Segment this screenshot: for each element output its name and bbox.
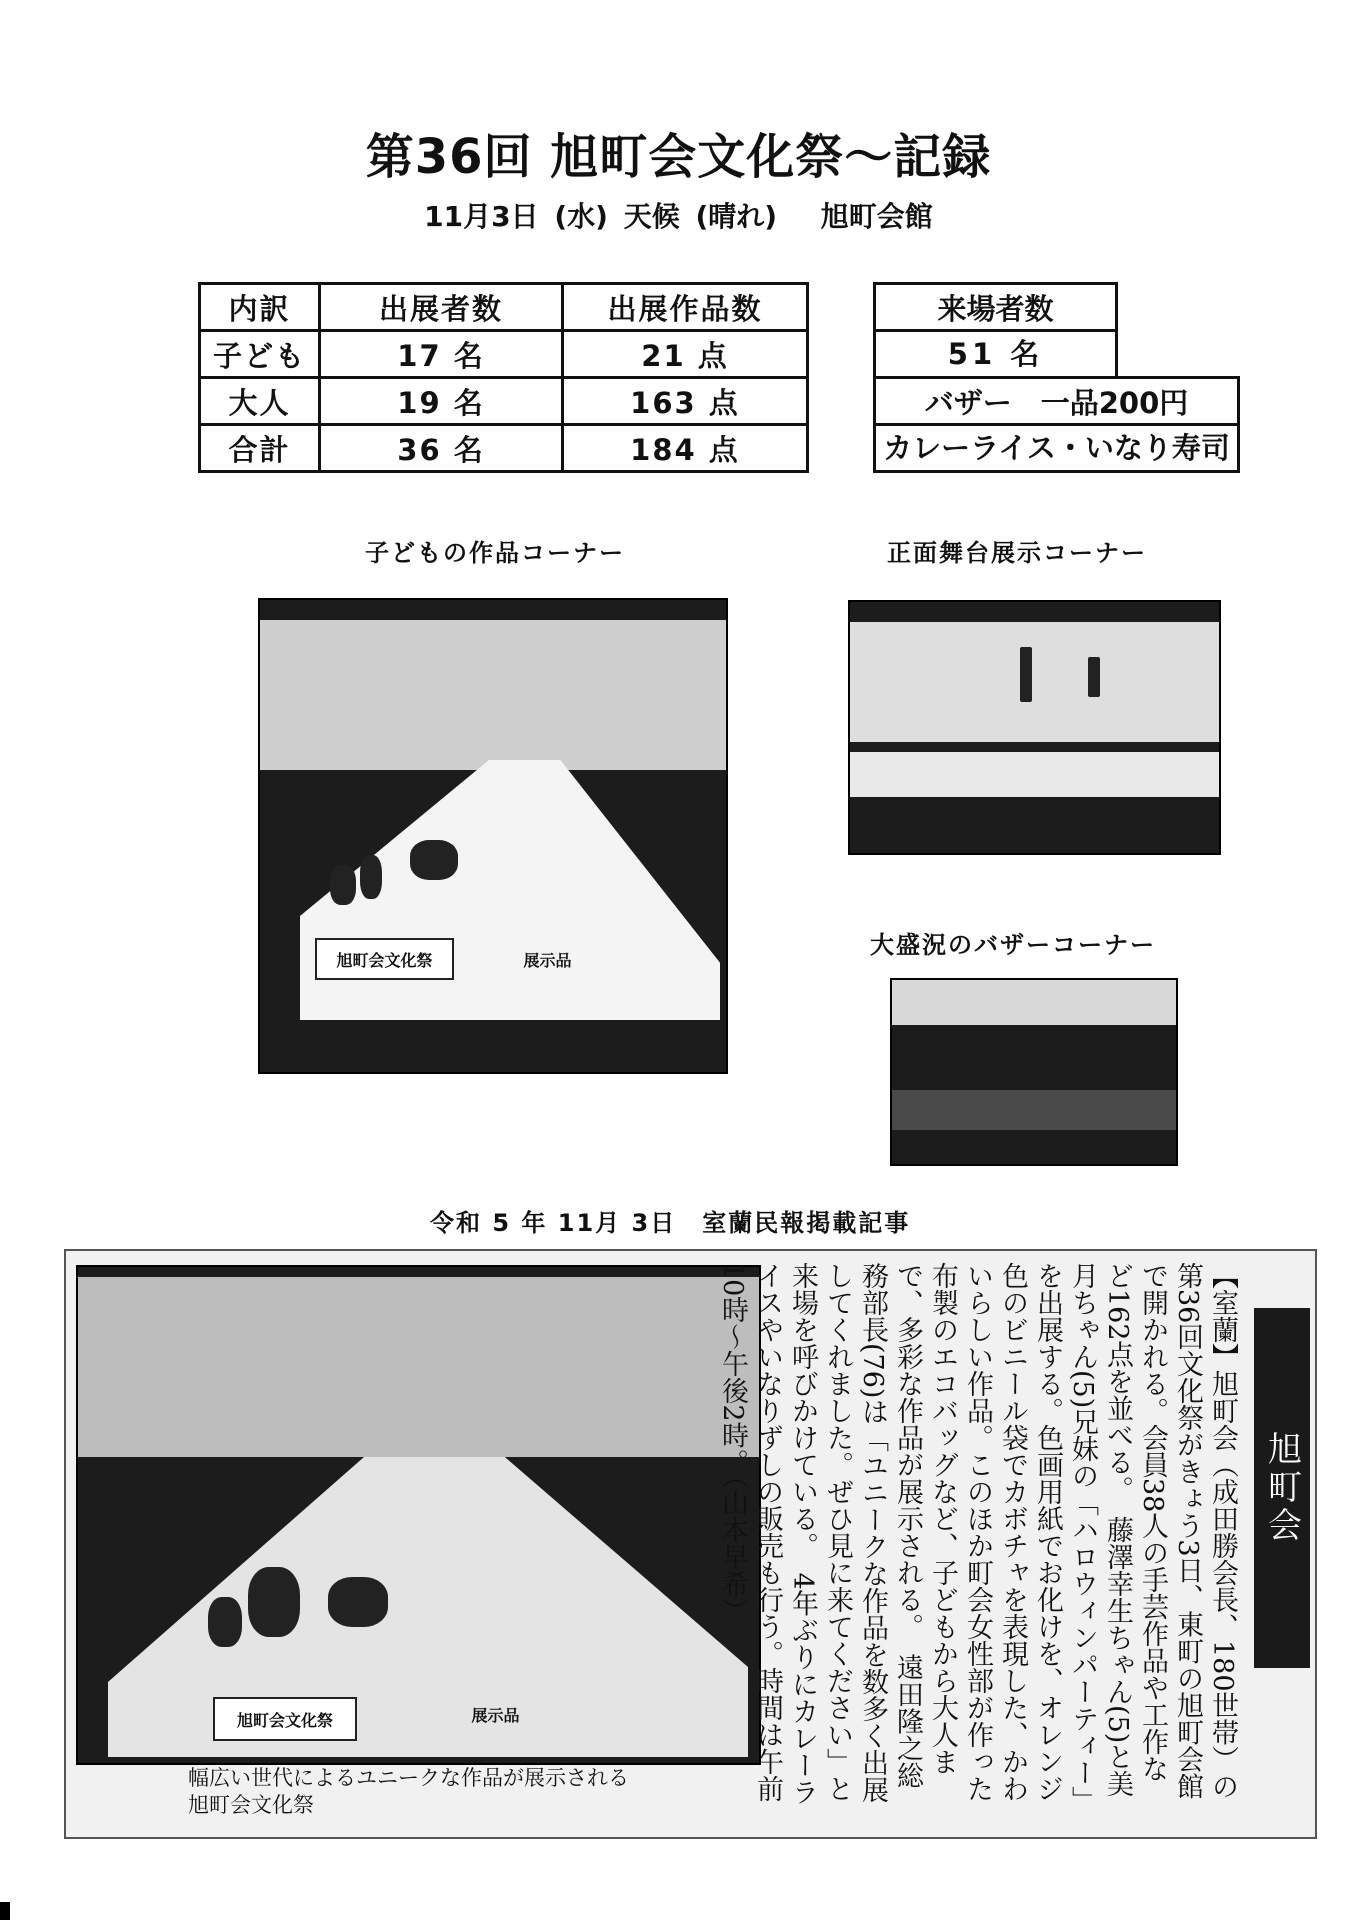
photo-object <box>410 840 458 880</box>
event-date-venue: 11月3日 (水) 天候 (晴れ) 旭町会館 <box>424 200 933 233</box>
photo-ceiling <box>892 980 1176 1025</box>
page-title: 第36回 旭町会文化祭～記録 <box>365 129 992 185</box>
row-label: 合計 <box>200 425 320 472</box>
stats-table <box>198 282 809 473</box>
exhibitor-count: 36 名 <box>320 425 563 472</box>
stats-header-row <box>200 284 808 331</box>
exhibitor-count: 19 名 <box>320 378 563 425</box>
exhibitor-count: 17 名 <box>320 331 563 378</box>
scan-corner-mark <box>0 1902 10 1920</box>
photo-bazaar-corner <box>890 978 1178 1166</box>
caption-stage-corner: 正面舞台展示コーナー <box>887 539 1147 567</box>
photo-stage <box>850 752 1221 797</box>
clipping-caption-line2: 旭町会文化祭 <box>188 1793 314 1817</box>
visitors-count: 51 名 <box>873 329 1118 379</box>
caption-children-corner: 子どもの作品コーナー <box>365 539 625 567</box>
row-label: 子ども <box>200 331 320 378</box>
stats-row-total <box>200 425 808 472</box>
photo-object <box>208 1597 242 1647</box>
header-exhibitors: 出展者数 <box>320 284 563 331</box>
photo-children-corner <box>258 598 728 1074</box>
caption-newspaper: 令和 5 年 11月 3日 室蘭民報掲載記事 <box>430 1209 911 1237</box>
photo-sign-festival: 旭町会文化祭 <box>315 938 454 980</box>
photo-scroll <box>1020 647 1032 702</box>
photo-crowd <box>892 1090 1178 1130</box>
clipping-article-text: 【室蘭】旭町会（成田勝会長、180世帯）の第36回文化祭がきょう3日、東町の旭町会館で開かれる。会員38人の手芸作品や工作など162点を並べる。 藤澤幸生ちゃん(5)と美月ちゃん(5)兄妹の「ハロウィンパーティー」を出展する。色画用紙でお化けを、オレンジ色のビニール袋でカボチャを表現した、かわいらしい作品。このほか町会女性部が作った布製のエコバッグなど、子どもから大人まで、多彩な作品が展示される。 遠田隆之総務部長(76)は「ユニークな作品を数多く出展してくれました。ぜひ見に来てください」と来場を呼びかけている。 4年ぶりにカレーライスやいなりずしの販売も行う。時間は午前10時～午後2時。（山本早希） <box>717 1262 1238 1806</box>
caption-bazaar-corner: 大盛況のバザーコーナー <box>870 931 1156 959</box>
visitors-label: 来場者数 <box>873 282 1118 332</box>
work-count: 184 点 <box>563 425 808 472</box>
food-menu: カレーライス・いなり寿司 <box>873 423 1240 473</box>
work-count: 21 点 <box>563 331 808 378</box>
row-label: 大人 <box>200 378 320 425</box>
photo-object <box>360 855 382 899</box>
work-count: 163 点 <box>563 378 808 425</box>
header-breakdown: 内訳 <box>200 284 320 331</box>
photo-object <box>330 865 356 905</box>
photo-wall <box>78 1277 759 1457</box>
clipping-photo-caption <box>188 1765 629 1819</box>
photo-stage-corner <box>848 600 1221 855</box>
stats-row-children <box>200 331 808 378</box>
photo-object <box>248 1567 300 1637</box>
photo-scroll <box>1088 657 1100 697</box>
photo-wall <box>850 622 1219 742</box>
photo-table <box>108 1457 748 1757</box>
stats-row-adults <box>200 378 808 425</box>
photo-object <box>328 1577 388 1627</box>
bazaar-price: バザー 一品200円 <box>873 376 1240 426</box>
clipping-photo <box>76 1265 761 1765</box>
photo-wall <box>260 620 726 770</box>
photo-sign-exhibit: 展示品 <box>471 1705 520 1725</box>
photo-sign-exhibit: 展示品 <box>523 950 572 970</box>
header-works: 出展作品数 <box>563 284 808 331</box>
clipping-tag-asahimachikai: 旭町会 <box>1254 1308 1310 1668</box>
clipping-caption-line1: 幅広い世代によるユニークな作品が展示される <box>188 1766 629 1790</box>
photo-sign-festival: 旭町会文化祭 <box>213 1697 357 1741</box>
